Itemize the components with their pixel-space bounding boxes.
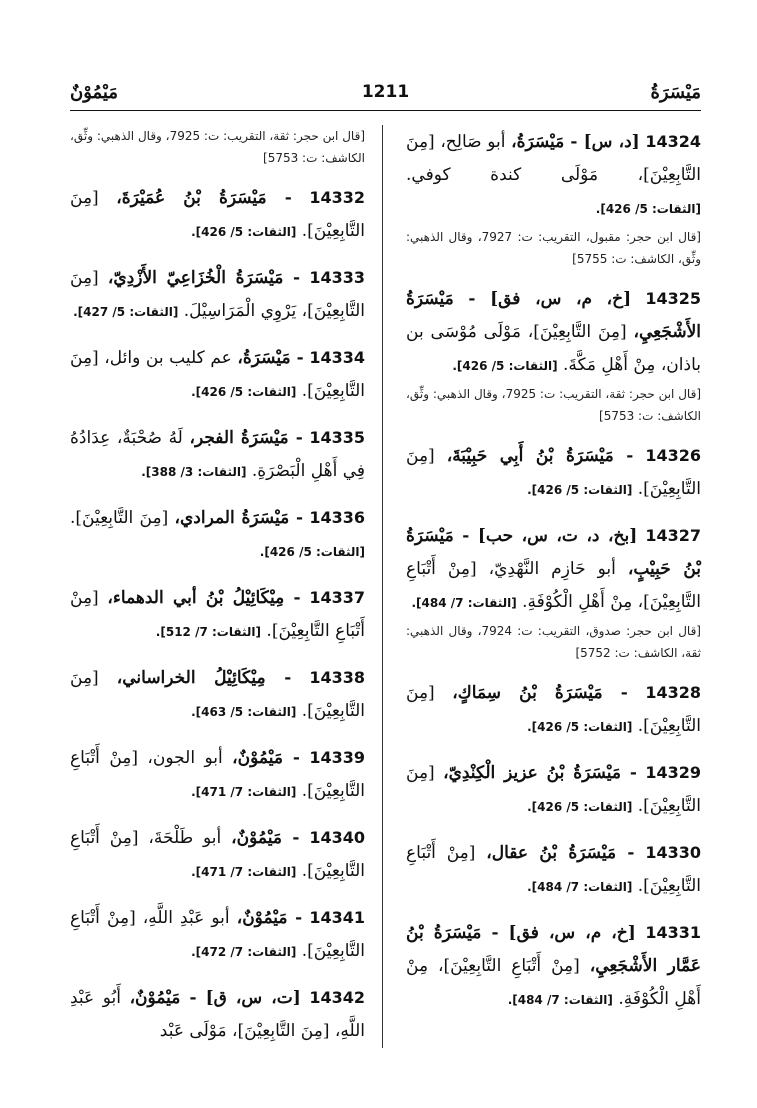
narrator-name: - مِيْكَائِيْلُ الخراساني، [116,668,292,688]
thiqat-reference: [الثقات: 5/ 426]. [527,800,633,814]
entry-text [70,501,365,569]
entry-body: أبو طَلْحَةَ، [مِنْ أَتْبَاعِ التَّابِعِيْنَ]. [70,828,365,881]
entry-number: 14338 [309,668,366,687]
thiqat-reference: [الثقات: 5/ 463]. [191,705,297,719]
entry [70,981,365,1048]
thiqat-reference: [الثقات: 3/ 388]. [141,465,247,479]
narrator-name: - مَيْسَرَةُ بْنُ سِمَاكٍ، [452,683,628,703]
running-title-right: مَيْسَرَةُ [650,82,701,103]
thiqat-reference: [الثقات: 7/ 512]. [155,625,262,639]
page-number: 1211 [361,82,410,102]
entry-body: أبو الجون، [مِنْ أَتْبَاعِ التَّابِعِيْنَ]. [70,748,365,801]
narrator-name: - مَيْمُوْنٌ، [231,828,300,848]
entry-number: 14332 [309,188,365,207]
entry [70,261,365,329]
narrator-name: [خ، م، س، فق] - مَيْسَرَةُ الأَشْجَعِيِ، [406,289,702,342]
entry-text [406,676,701,744]
right-column [406,125,701,1068]
entry-text [406,125,701,226]
narrator-name: - مَيْسَرَةُ المرادي، [174,508,304,528]
entry-body: [مِنَ التَّابِعِيْنَ]. [70,668,365,721]
thiqat-reference: [الثقات: 5/ 426]. [527,720,633,734]
entry-text [70,421,365,489]
thiqat-reference: [الثقات: 5/ 426]. [191,385,297,399]
entry-number: 14331 [645,923,701,942]
thiqat-reference: [الثقات: 7/ 484]. [411,596,517,610]
entry-number: 14341 [309,908,365,927]
entry-body: [مِنَ التَّابِعِيْنَ]. [406,763,701,816]
narrator-name: - مَيْمُوْنٌ، [236,908,303,928]
entry [70,741,365,809]
entry [70,181,365,249]
entry-body: [مِنَ التَّابِعِيْنَ]. [70,508,169,528]
narrator-name: [خ، م، س، فق] - مَيْسَرَةُ بْنُ عَمَّار الأَشْجَعِيِ، [406,923,702,976]
narrator-name: [ت، س، ق] - مَيْمُوْنٌ، [129,988,301,1008]
entry [406,836,701,904]
entry-body: [مِنَ التَّابِعِيْنَ]، مَوْلَى مُوْسَى بن باذان، مِنْ أَهْلِ مَكَّةَ. [406,322,701,375]
entry-text [70,661,365,729]
entry-number: 14335 [309,428,366,447]
entry [70,661,365,729]
thiqat-reference: [الثقات: 5/ 427]. [73,305,179,319]
entry [406,756,701,824]
entry [406,916,701,1017]
entry-body: [مِنْ أَتْبَاعِ التَّابِعِيْنَ]. [406,843,701,896]
entry-body: [مِنْ أَتْبَاعِ التَّابِعِيْنَ]. [70,588,365,641]
narrator-name: - مَيْسَرَةُ بْنُ عقال، [486,843,635,863]
thiqat-reference: [الثقات: 5/ 426]. [191,225,297,239]
entry-body: عم كليب بن وائل، [مِنَ التَّابِعِيْنَ]. [70,348,365,401]
thiqat-reference: [الثقات: 7/ 484]. [507,993,613,1007]
narrator-name: - مَيْمُوْنٌ، [232,748,300,768]
entry-text [70,261,365,329]
running-title-left: مَيْمُوْنٌ [70,82,118,103]
thiqat-reference: [الثقات: 5/ 426]. [527,483,633,497]
narrator-name: - مَيْسَرَةُ بْنُ أَبِي حَبِيْبَةَ، [446,446,634,466]
thiqat-reference: [الثقات: 5/ 426]. [452,359,558,373]
entry-body: أبو صَالِح، [مِنَ التَّابِعِيْنَ]، مَوْلَى كندة كوفي. [406,132,701,185]
entry [406,519,701,664]
entry-text [406,439,701,507]
grading-note: [قال ابن حجر: ثقة، التقريب: ت: 7925، وقال الذهبي: وثِّق، الكاشف: ت: 5753] [70,129,366,165]
thiqat-reference: [الثقات: 7/ 472]. [191,945,297,959]
thiqat-reference: [الثقات: 7/ 484]. [527,880,633,894]
entry-text [406,519,701,620]
entry-text [406,836,701,904]
thiqat-reference: [الثقات: 5/ 426]. [595,202,701,216]
entry-number: 14325 [645,289,701,308]
entry [70,581,365,649]
entry [406,282,701,427]
entry-text [70,341,365,409]
page-header [70,80,701,111]
entry-body: [مِنَ التَّابِعِيْنَ]. [70,188,365,241]
entry [406,676,701,744]
entry-text [406,282,701,383]
narrator-name: - مَيْسَرَةُ الْخُزَاعِيّ الأَزْدِيّ، [107,268,301,288]
entry-text [70,981,365,1048]
entry-number: 14330 [645,843,702,862]
narrator-name: - مَيْسَرَةُ بْنُ عُمَيْرَةَ، [116,188,292,208]
entry-text [70,901,365,969]
entry-body: أَبُو عَبْدِ اللَّهِ، [مِنَ التَّابِعِيْنَ]، مَوْلَى عَبْد [70,988,365,1041]
entry [70,421,365,489]
narrator-name: [د، س] - مَيْسَرَةُ، [511,132,640,152]
entry [70,501,365,569]
entry-number: 14333 [309,268,365,287]
narrator-name: - مَيْسَرَةُ بْنُ عزيز الْكِنْدِيّ، [443,763,637,783]
entry-number: 14339 [309,748,366,767]
entry-number: 14326 [645,446,702,465]
thiqat-reference: [الثقات: 7/ 471]. [191,865,297,879]
thiqat-reference: [الثقات: 7/ 471]. [191,785,297,799]
entry-text [70,821,365,889]
entry-number: 14340 [309,828,366,847]
entry-number: 14327 [645,526,701,545]
entry-number: 14324 [645,132,701,151]
column-divider [382,125,383,1048]
entry [70,821,365,889]
entry-number: 14336 [309,508,366,527]
narrator-name: - مَيْسَرَةُ الفجر، [189,428,303,448]
thiqat-reference: [الثقات: 5/ 426]. [259,545,365,559]
grading-note: [قال ابن حجر: صدوق، التقريب: ت: 7924، وقال الذهبي: ثقة، الكاشف: ت: 5752] [406,624,701,660]
entry-text [70,581,365,649]
entry-text [70,741,365,809]
entry-body: أبو عَبْدِ اللَّهِ، [مِنْ أَتْبَاعِ التَّابِعِيْنَ]. [70,908,365,961]
entry-body: [مِنَ التَّابِعِيْنَ]. [406,446,701,499]
entry-number: 14337 [309,588,365,607]
narrator-name: - مَيْسَرَةُ، [237,348,304,368]
entry-body: لَهُ صُحْبَةٌ، عِدَادُهُ فِي أَهْلِ الْبَصْرَةِ. [70,428,365,481]
entry [406,125,701,270]
grading-note: [قال ابن حجر: مقبول، التقريب: ت: 7927، وقال الذهبي: وثِّق، الكاشف: ت: 5755] [406,230,701,266]
entry [70,901,365,969]
entry-number: 14328 [645,683,702,702]
entry [406,439,701,507]
entry-body: [مِنَ التَّابِعِيْنَ]. [406,683,701,736]
narrator-name: - مِيْكَائِيْلُ بْنُ أبي الدهماء، [107,588,301,608]
entry-text [406,756,701,824]
entry-text [406,916,701,1017]
entry-body: [مِنَ التَّابِعِيْنَ]، يَرْوِي الْمَرَاسِيْلَ. [70,268,365,321]
narrator-name: [بخ، د، ت، س، حب] - مَيْسَرَةُ بْنُ حَبِيْبٍ، [406,526,701,579]
entry-number: 14329 [645,763,702,782]
entry-body: أبو حَازِم النَّهْدِيّ، [مِنْ أَتْبَاعِ التَّابِعِيْنَ]، مِنْ أَهْلِ الْكُوْفَةِ. [406,559,701,612]
entry-body: [مِنْ أَتْبَاعِ التَّابِعِيْنَ]، مِنْ أَهْلِ الْكُوْفَةِ. [406,956,701,1009]
entry-number: 14334 [309,348,366,367]
left-column [70,125,365,1068]
entry-number: 14342 [309,988,365,1007]
entry [70,125,365,169]
entry-text [70,181,365,249]
entry [70,341,365,409]
grading-note: [قال ابن حجر: ثقة، التقريب: ت: 7925، وقال الذهبي: وثِّق، الكاشف: ت: 5753] [406,387,702,423]
